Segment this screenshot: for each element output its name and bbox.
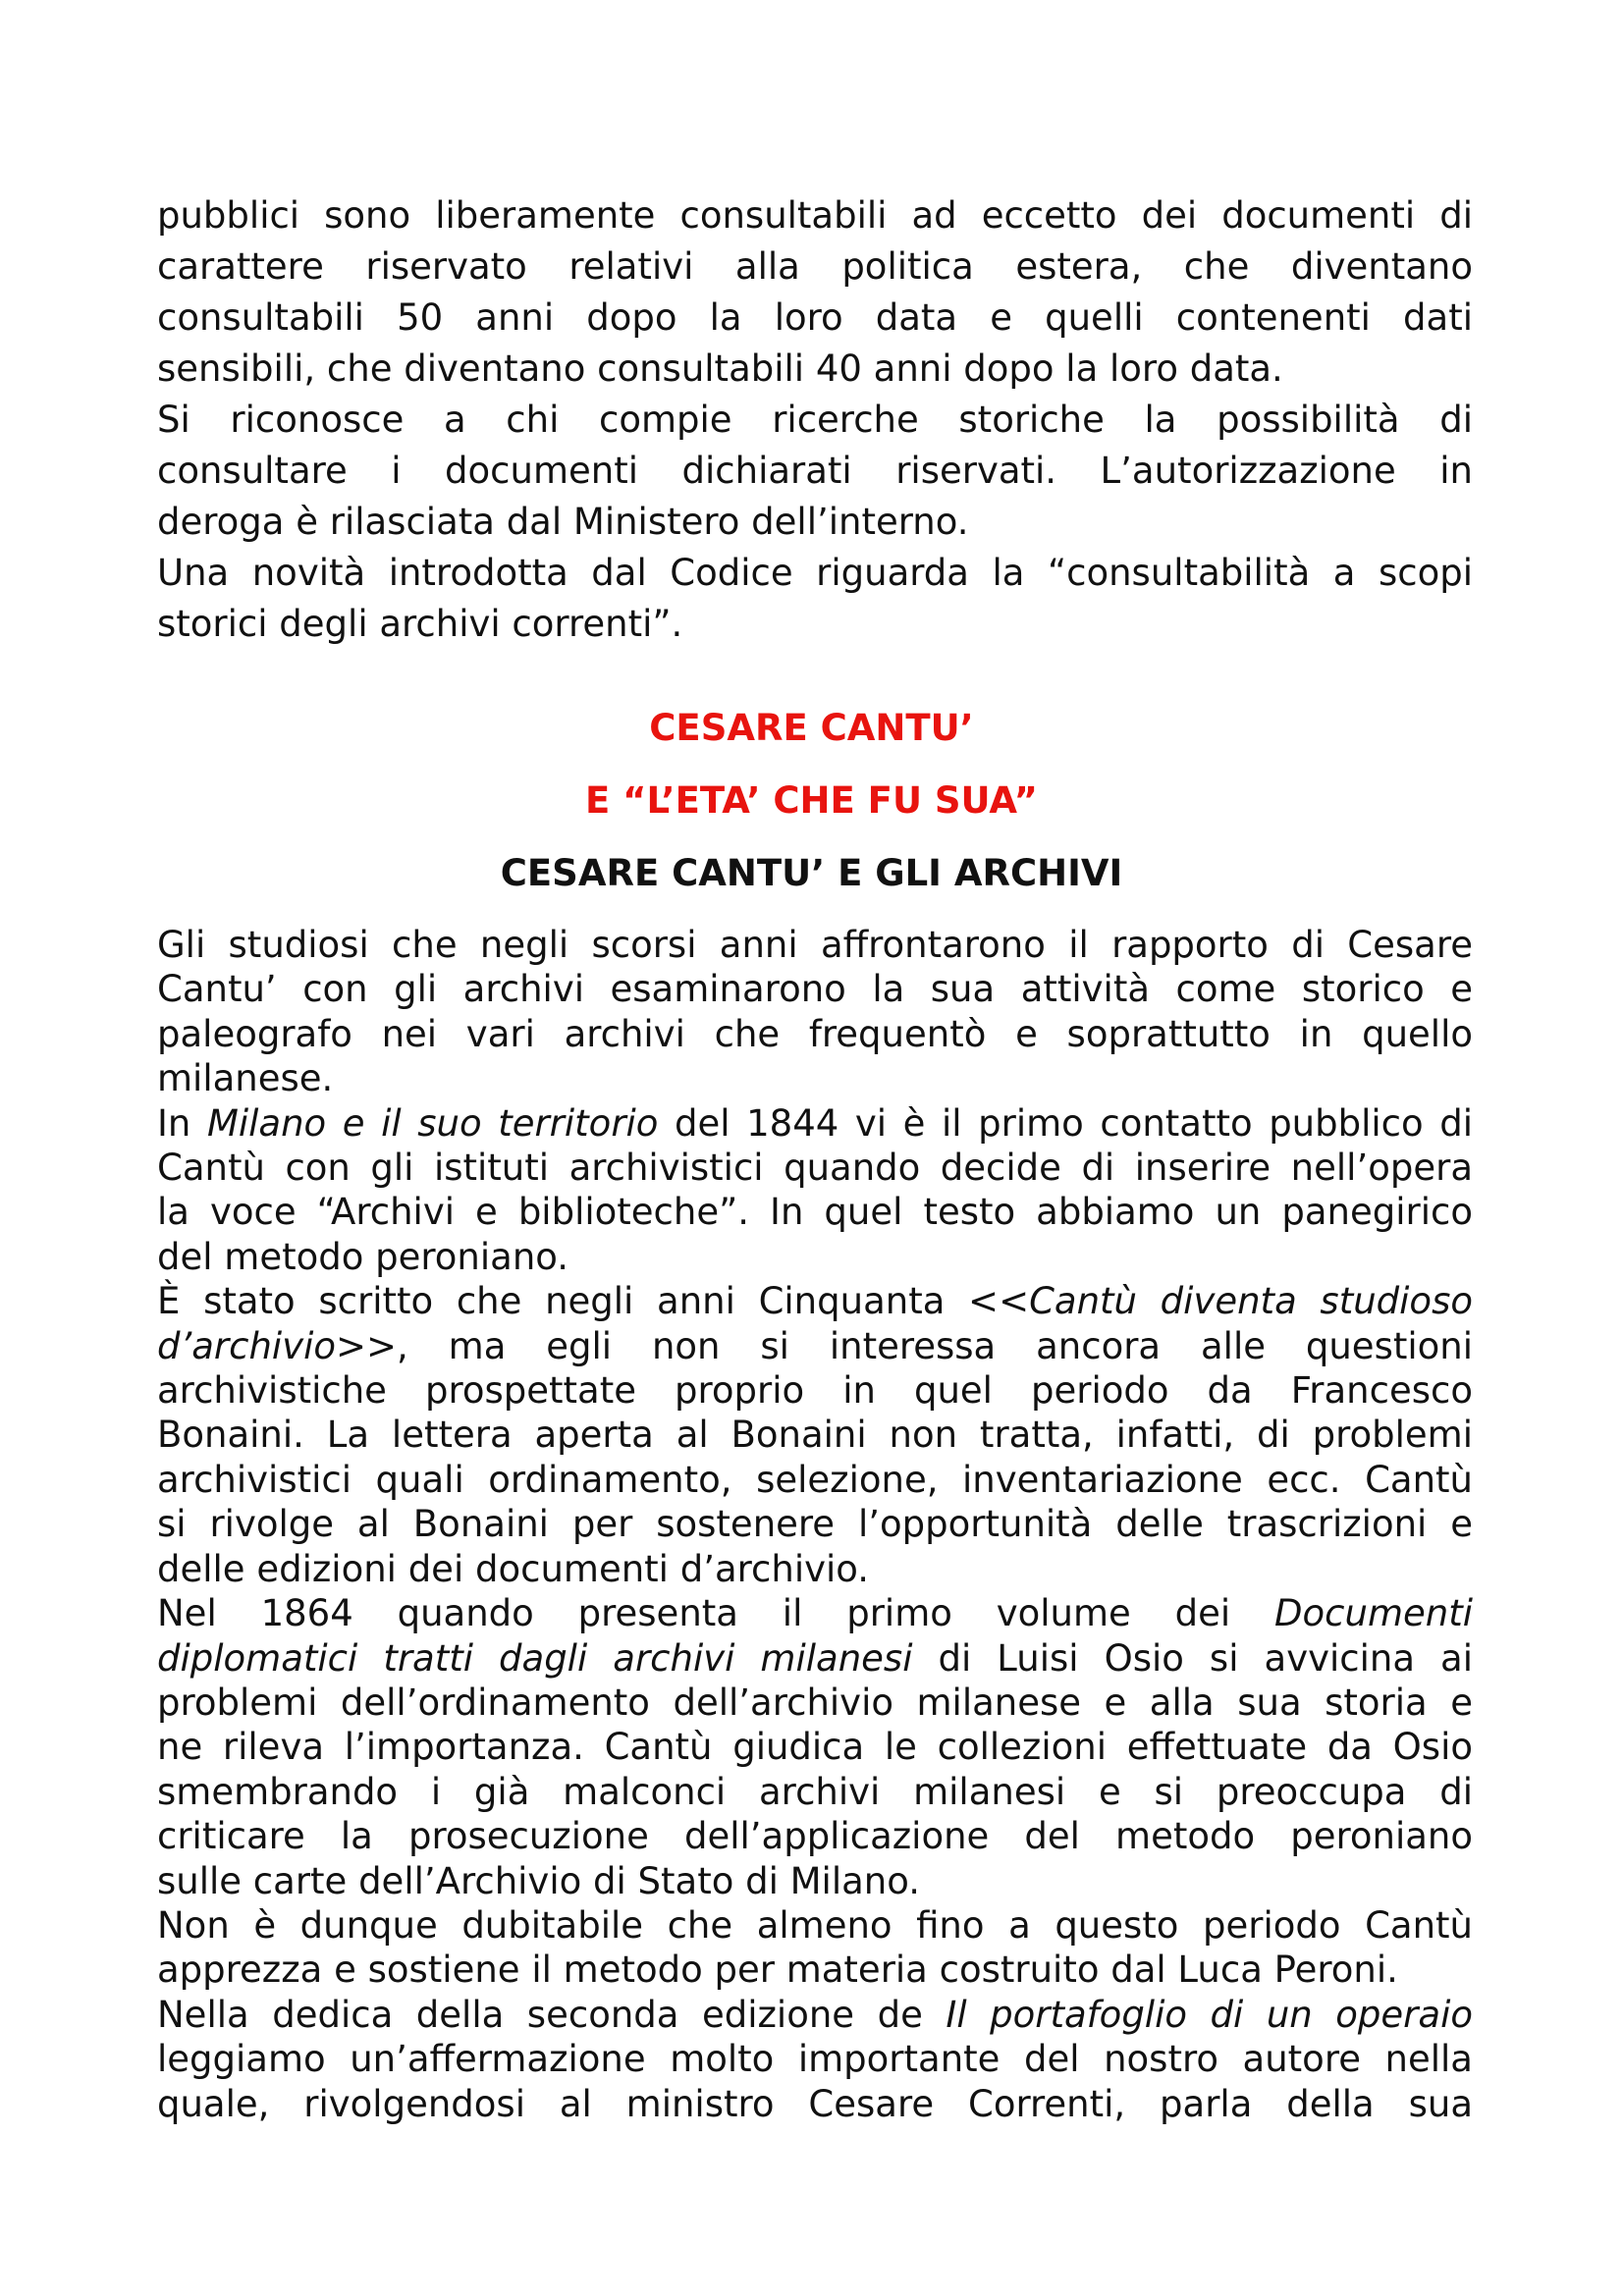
text-line: sulle carte dell’Archivio di Stato di Milano. <box>157 1859 920 1902</box>
paragraph <box>157 1591 1473 1903</box>
text-line <box>157 1324 1473 1368</box>
text-line: si rivolge al Bonaini per sostenere l’opportunità delle trascrizioni e <box>157 1503 1473 1546</box>
text-line: consultare i documenti dichiarati riservati. L’autorizzazione in <box>157 450 1473 492</box>
book-title: Documenti <box>1274 1592 1473 1635</box>
text-line: quale, rivolgendosi al ministro Cesare Correnti, parla della sua <box>157 2082 1473 2125</box>
paragraph <box>157 1279 1473 1591</box>
paragraph <box>157 1101 1473 1280</box>
text-fragment: >>, ma egli non si interessa ancora alle questioni <box>336 1324 1473 1367</box>
text-line: archivistici quali ordinamento, selezione, inventariazione ecc. Cantù <box>157 1458 1473 1501</box>
chapter-title-continued: E “L’ETA’ CHE FU SUA” <box>584 779 1038 822</box>
text-fragment: Nel 1864 quando presenta il primo volume dei <box>157 1592 1275 1635</box>
paragraph <box>157 395 1473 548</box>
text-line: la voce “Archivi e biblioteche”. In quel testo abbiamo un panegirico <box>157 1191 1473 1234</box>
text-line <box>157 1101 1473 1146</box>
text-fragment: di Luisi Osio si avvicina ai <box>912 1636 1473 1680</box>
text-line: Si riconosce a chi compie ricerche storiche la possibilità di <box>157 399 1473 441</box>
text-fragment: In <box>157 1101 207 1145</box>
paragraph <box>157 1993 1473 2126</box>
text-line: storici degli archivi correnti”. <box>157 603 683 645</box>
chapter-title: CESARE CANTU’ <box>649 707 974 749</box>
paragraph <box>157 923 1473 1101</box>
text-line: Cantu’ con gli archivi esaminarono la sua attività come storico e <box>157 968 1473 1011</box>
text-line: delle edizioni dei documenti d’archivio. <box>157 1547 870 1590</box>
text-line: leggiamo un’affermazione molto importante del nostro autore nella <box>157 2038 1473 2081</box>
quotation: Cantù diventa studioso <box>1029 1280 1473 1323</box>
quotation: d’archivio <box>157 1324 337 1367</box>
section-title: CESARE CANTU’ E GLI ARCHIVI <box>500 852 1123 894</box>
text-line: Una novità introdotta dal Codice riguarda la “consultabilità a scopi <box>157 552 1473 594</box>
book-title: Milano e il suo territorio <box>206 1101 659 1145</box>
text-line: carattere riservato relativi alla politica estera, che diventano <box>157 245 1473 288</box>
paragraph <box>157 1903 1473 1993</box>
text-line: paleografo nei vari archivi che frequentò e soprattutto in quello <box>157 1012 1473 1055</box>
book-title: Il portafoglio di un operaio <box>946 1993 1473 2036</box>
paragraph <box>157 548 1473 650</box>
text-line: Gli studiosi che negli scorsi anni affrontarono il rapporto di Cesare <box>157 924 1473 966</box>
text-line <box>157 1636 1473 1681</box>
text-line: Bonaini. La lettera aperta al Bonaini non tratta, infatti, di problemi <box>157 1414 1473 1457</box>
text-line <box>157 1993 1473 2037</box>
text-line: criticare la prosecuzione dell’applicazione del metodo peroniano <box>157 1815 1473 1858</box>
text-line: pubblici sono liberamente consultabili ad eccetto dei documenti di <box>157 194 1473 237</box>
intro-section <box>157 190 1473 650</box>
text-line <box>157 1279 1473 1323</box>
text-line: Non è dunque dubitabile che almeno fino a questo periodo Cantù <box>157 1903 1473 1947</box>
text-fragment: Nella dedica della seconda edizione de <box>157 1993 947 2036</box>
text-line: sensibili, che diventano consultabili 40 anni dopo la loro data. <box>157 347 1283 390</box>
text-line: Cantù con gli istituti archivistici quando decide di inserire nell’opera <box>157 1147 1473 1190</box>
text-line: consultabili 50 anni dopo la loro data e quelli contenenti dati <box>157 296 1473 339</box>
text-line: del metodo peroniano. <box>157 1235 569 1278</box>
text-line <box>157 1591 1473 1635</box>
text-fragment: È stato scritto che negli anni Cinquanta << <box>157 1280 1030 1323</box>
book-title: diplomatici tratti dagli archivi milanesi <box>157 1636 913 1680</box>
text-line: archivistiche prospettate proprio in quel periodo da Francesco <box>157 1369 1473 1413</box>
text-line: deroga è rilasciata dal Ministero dell’interno. <box>157 501 969 543</box>
text-line: smembrando i già malconci archivi milanesi e si preoccupa di <box>157 1770 1473 1813</box>
text-line: problemi dell’ordinamento dell’archivio milanese e alla sua storia e <box>157 1681 1473 1724</box>
text-fragment: del 1844 vi è il primo contatto pubblico di <box>658 1101 1473 1145</box>
text-line: apprezza e sostiene il metodo per materia costruito dal Luca Peroni. <box>157 1949 1398 1992</box>
body-section <box>157 923 1473 2126</box>
text-line: milanese. <box>157 1057 334 1100</box>
paragraph <box>157 190 1473 395</box>
text-line: ne rileva l’importanza. Cantù giudica le collezioni effettuate da Osio <box>157 1726 1473 1769</box>
